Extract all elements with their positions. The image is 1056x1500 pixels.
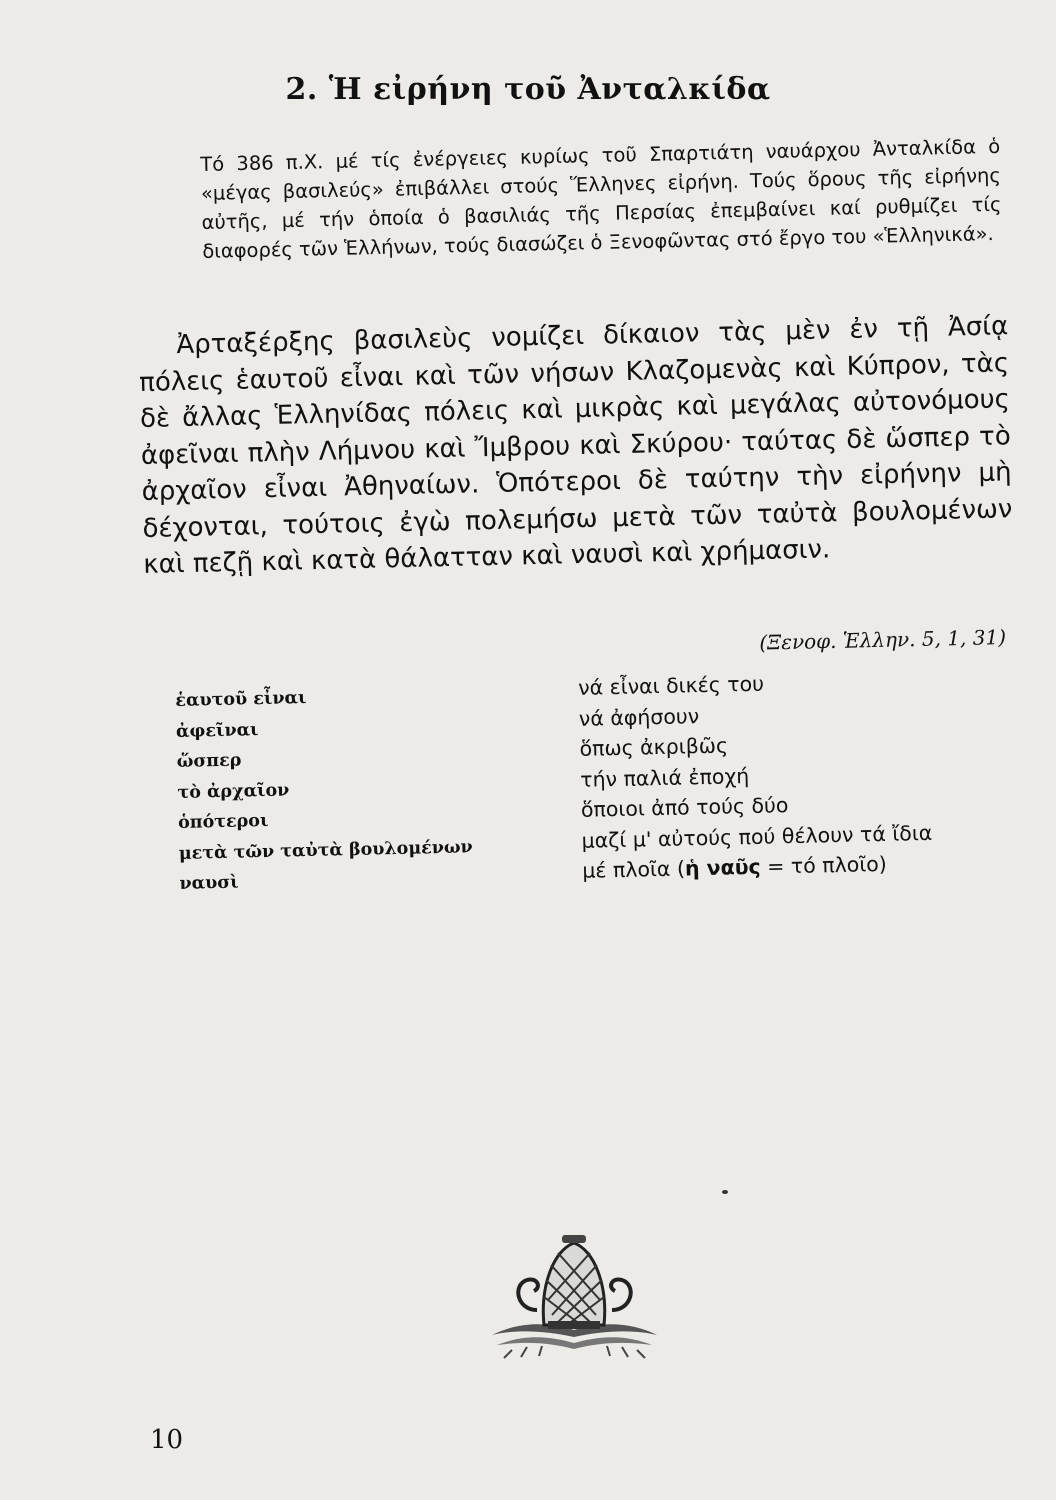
definition-text: μέ πλοῖα ( xyxy=(582,856,686,883)
glossary-term: ναυσὶ xyxy=(179,872,239,894)
ancient-greek-passage xyxy=(138,308,1014,583)
ink-dot xyxy=(722,1190,728,1194)
glossary-definition: ὅποιοι ἀπό τούς δύο xyxy=(580,793,789,822)
definition-bold-text: ἡ ναῦς xyxy=(684,854,761,881)
glossary-term: τὸ ἀρχαῖον xyxy=(177,779,290,803)
glossary-term: ἀφεῖναι xyxy=(175,719,259,742)
page-number: 10 xyxy=(150,1425,184,1455)
citation: (Ξενοφ. Ἑλλην. 5, 1, 31) xyxy=(759,625,1007,655)
glossary-term: ὥσπερ xyxy=(176,750,242,772)
glossary-definition: μαζί μ' αὐτούς πού θέλουν τά ἴδια xyxy=(581,820,933,853)
glossary-definition: τήν παλιά ἐποχή xyxy=(579,763,750,792)
glossary-term: ὁπότεροι xyxy=(177,810,269,833)
glossary xyxy=(175,671,995,899)
passage-paragraph: Ἀρταξέρξης βασιλεὺς νομίζει δίκαιον τὰς μὲν ἐν τῇ Ἀσίᾳ πόλεις ἑαυτοῦ εἶναι καὶ τῶν νήσων Κλαζομενὰς καὶ Κύπρον, τὰς δὲ ἄλλας Ἑλληνίδας πόλεις καὶ μικρὰς καὶ μεγάλας αὐτονόμους ἀφεῖναι πλὴν Λήμνου καὶ Ἴμβρου καὶ Σκύρου· ταύτας δὲ ὥσπερ τὸ ἀρχαῖον εἶναι Ἀθηναίων. Ὁπότεροι δὲ ταύτην τὴν εἰρήνην μὴ δέχονται, τούτοις ἐγὼ πολεμήσω μετὰ τῶν ταὐτὰ βουλομένων καὶ πεζῇ καὶ κατὰ θάλατταν καὶ ναυσὶ καὶ χρήμασιν. xyxy=(138,311,1013,580)
definition-text: = τό πλοῖο) xyxy=(760,851,888,879)
ornament-icon xyxy=(482,1225,667,1360)
glossary-definition: ὅπως ἀκριβῶς xyxy=(579,733,729,761)
glossary-definition: νά ἀφήσουν xyxy=(578,703,700,731)
intro-paragraph: Τό 386 π.Χ. μέ τίς ἐνέργειες κυρίως τοῦ Σπαρτιάτη ναυάρχου Ἀνταλκίδα ὁ «μέγας βασιλεύς» ἐπιβάλλει στούς Ἕλληνες εἰρήνη. Τούς ὅρους τῆς εἰρήνης αὐτῆς, μέ τήν ὁποία ὁ βασιλιάς τῆς Περσίας ἐπεμβαίνει καί ρυθμίζει τίς διαφορές τῶν Ἑλλήνων, τούς διασώζει ὁ Ξενοφῶντας στό ἔργο του «Ἑλληνικά». xyxy=(200,134,1002,263)
page-title: 2. Ἡ εἰρήνη τοῦ Ἀνταλκίδα xyxy=(285,72,771,107)
glossary-term: ἑαυτοῦ εἶναι xyxy=(175,688,307,711)
glossary-definition: νά εἶναι δικές του xyxy=(577,671,765,700)
glossary-term: μετὰ τῶν ταὐτὰ βουλομένων xyxy=(178,836,473,864)
